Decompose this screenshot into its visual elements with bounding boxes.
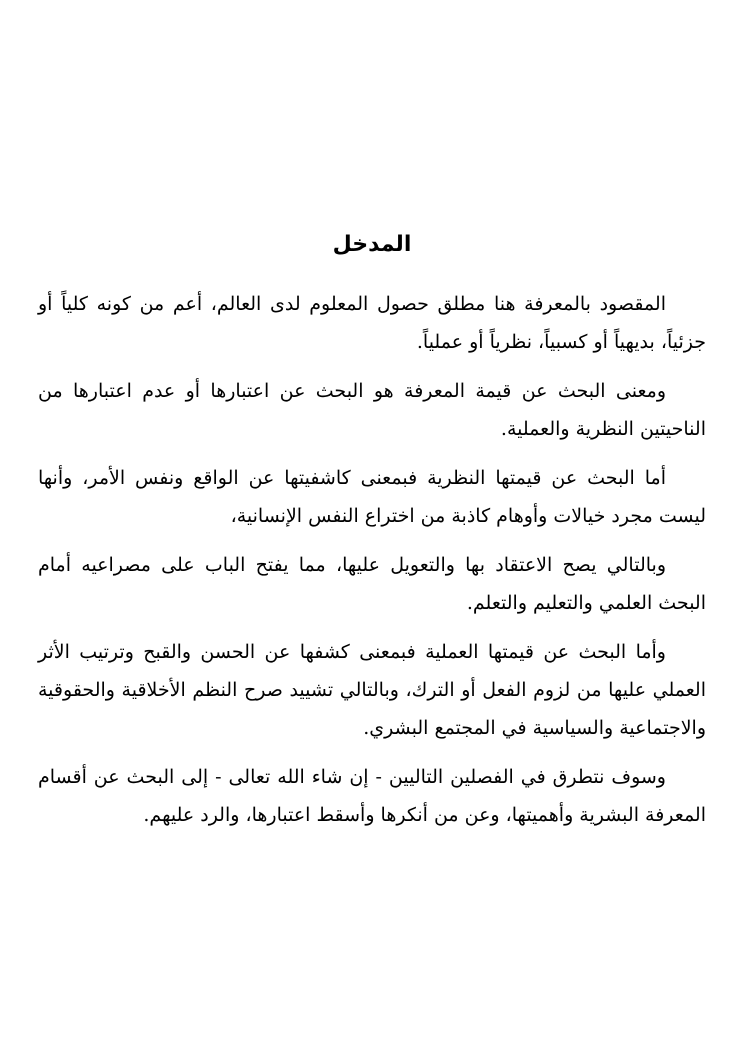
section-heading: المدخل <box>332 232 412 257</box>
paragraph-practical-value: وأما البحث عن قيمتها العملية فبمعنى كشفها عن الحسن والقبح وترتيب الأثر العملي عليها من لزوم الفعل أو الترك، وبالتالي تشييد صرح النظم الأخلاقية والحقوقية والاجتماعية والسياسية في المجتمع البشري. <box>38 641 706 739</box>
paragraph-value-meaning: ومعنى البحث عن قيمة المعرفة هو البحث عن اعتبارها أو عدم اعتبارها من الناحيتين النظرية والعملية. <box>38 380 706 440</box>
paragraph-outline: وسوف نتطرق في الفصلين التاليين - إن شاء الله تعالى - إلى البحث عن أقسام المعرفة البشرية وأهميتها، وعن من أنكرها وأسقط اعتبارها، والرد عليهم. <box>38 766 706 826</box>
paragraph-definition: المقصود بالمعرفة هنا مطلق حصول المعلوم لدى العالم، أعم من كونه كلياً أو جزئياً، بديهياً أو كسبياً، نظرياً أو عملياً. <box>38 293 706 353</box>
paragraph-consequence: وبالتالي يصح الاعتقاد بها والتعويل عليها، مما يفتح الباب على مصراعيه أمام البحث العلمي والتعليم والتعلم. <box>38 554 706 614</box>
page-content <box>38 225 706 845</box>
paragraph-theoretical-value: أما البحث عن قيمتها النظرية فبمعنى كاشفيتها عن الواقع ونفس الأمر، وأنها ليست مجرد خيالات وأوهام كاذبة من اختراع النفس الإنسانية، <box>38 467 706 527</box>
